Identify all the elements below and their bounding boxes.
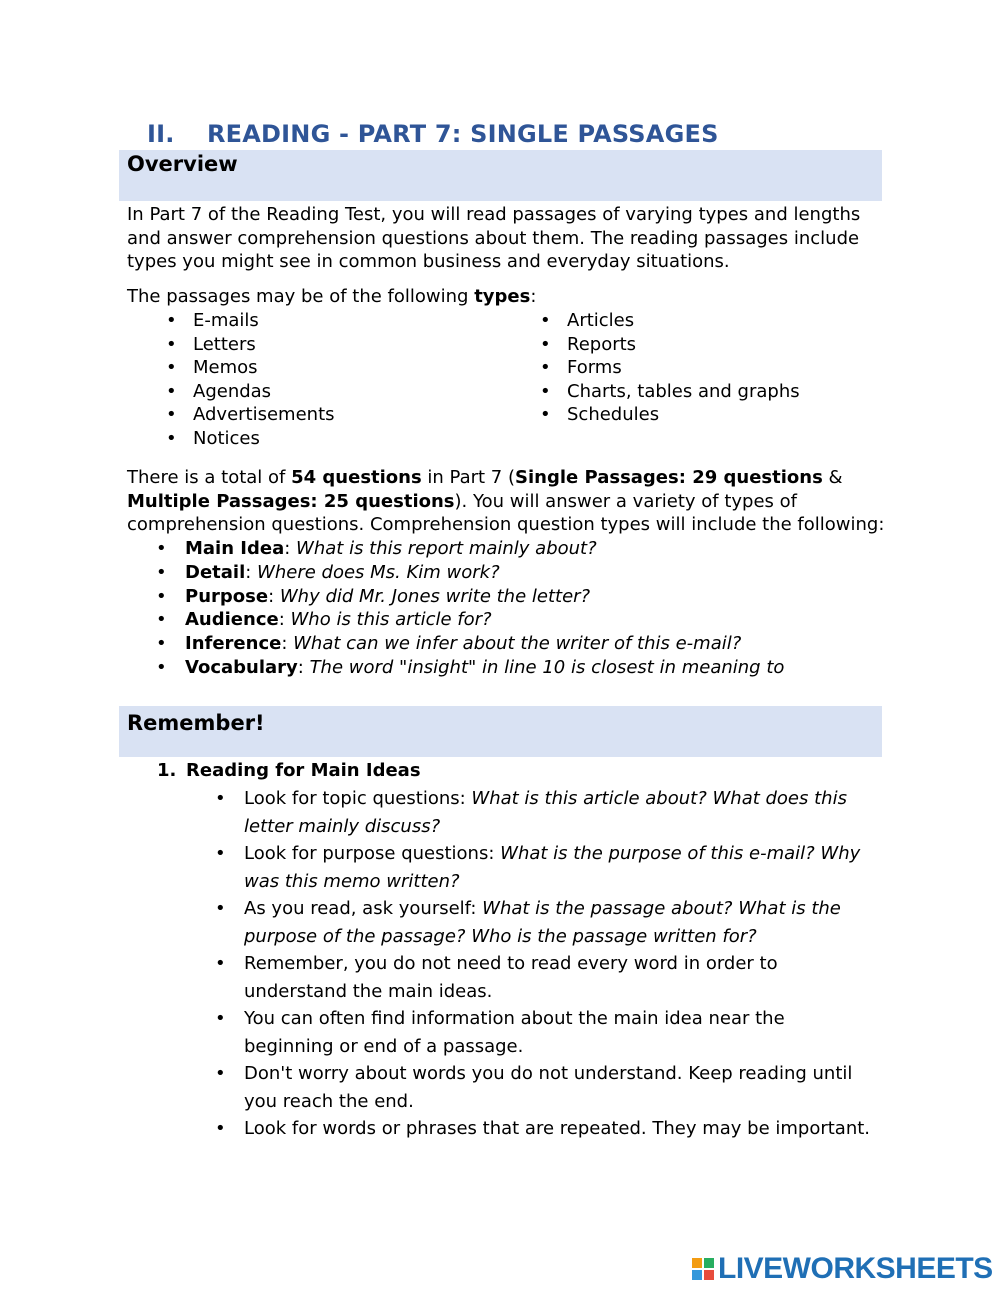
list-item: • Schedules: [540, 403, 800, 427]
question-type-example: Where does Ms. Kim work?: [257, 561, 500, 583]
section-number: 1.: [157, 760, 177, 781]
question-type-example: Who is this article for?: [290, 609, 492, 631]
list-item: • Agendas: [166, 380, 335, 404]
section-heading: [157, 759, 421, 783]
question-type-item: • Inference: What can we infer about the writer of this e-mail?: [156, 632, 784, 656]
total-bold-1: 54 questions: [291, 467, 422, 488]
logo-text: LIVEWORKSHEETS: [718, 1252, 993, 1285]
question-type-item: • Purpose: Why did Mr. Jones write the letter?: [156, 585, 784, 609]
question-type-label: Vocabulary: [185, 656, 298, 678]
total-text-1: There is a total of: [127, 467, 292, 488]
types-lead-text: The passages may be of the following: [127, 286, 475, 307]
question-type-label: Audience: [185, 609, 279, 631]
list-item: • Charts, tables and graphs: [540, 380, 800, 404]
tip-example: What is the purpose of this e-mail? Why was this memo written?: [244, 843, 861, 892]
total-text-2: in Part 7 (: [421, 467, 516, 488]
list-item: • Advertisements: [166, 403, 335, 427]
question-type-label: Purpose: [185, 585, 269, 607]
tip-example: What is this article about? What does this letter mainly discuss?: [244, 788, 847, 837]
overview-band: [119, 150, 882, 201]
tip-item: [215, 950, 875, 1005]
question-type-label: Inference: [185, 633, 282, 655]
tip-item: [215, 840, 875, 895]
liveworksheets-logo[interactable]: [692, 1252, 993, 1286]
list-item: • Letters: [166, 333, 335, 357]
tip-text: Remember, you do not need to read every word in order to understand the main ideas.: [244, 953, 778, 1002]
overview-title: Overview: [127, 152, 238, 176]
list-item: • Memos: [166, 356, 335, 380]
question-type-item: • Vocabulary: The word "insight" in line 10 is closest in meaning to: [156, 656, 784, 680]
tip-text: Look for words or phrases that are repeated. They may be important.: [244, 1118, 871, 1139]
question-type-label: Detail: [185, 561, 246, 583]
question-type-item: • Detail: Where does Ms. Kim work?: [156, 561, 784, 585]
total-questions-paragraph: [127, 466, 887, 537]
question-type-label: Main Idea: [185, 538, 285, 559]
tip-item: [215, 1115, 875, 1143]
question-type-item: • Audience: Who is this article for?: [156, 608, 784, 632]
total-bold-3: Multiple Passages: 25 questions: [127, 490, 455, 512]
remember-band: [119, 706, 882, 757]
tip-text: Look for purpose questions:: [244, 843, 501, 864]
tip-text: As you read, ask yourself:: [244, 898, 483, 919]
question-types-list: [156, 537, 784, 680]
tip-text: You can often find information about the main idea near the beginning or end of a passage.: [244, 1008, 785, 1057]
intro-paragraph: In Part 7 of the Reading Test, you will read passages of varying types and lengths and answer comprehension questions about them. The reading passages include types you might see in common business and everyday situations.: [127, 204, 861, 272]
list-item: • Notices: [166, 427, 335, 451]
tip-item: [215, 895, 875, 950]
tip-text: Don't worry about words you do not understand. Keep reading until you reach the end.: [244, 1063, 853, 1112]
question-type-example: The word "insight" in line 10 is closest in meaning to: [309, 656, 785, 678]
remember-title: Remember!: [127, 711, 265, 735]
tip-example: What is the passage about? What is the purpose of the passage? Who is the passage written for?: [244, 898, 841, 947]
tip-item: [215, 1005, 875, 1060]
list-item: • Forms: [540, 356, 800, 380]
tip-text: Look for topic questions:: [244, 788, 472, 809]
section-title: Reading for Main Ideas: [186, 760, 421, 781]
types-word: types: [474, 286, 531, 307]
tip-item: [215, 785, 875, 840]
question-type-example: What can we infer about the writer of this e-mail?: [293, 633, 742, 655]
heading-title: READING - PART 7: SINGLE PASSAGES: [207, 120, 719, 148]
types-lead: [127, 285, 887, 309]
types-colon: :: [530, 286, 537, 307]
question-type-item: • Main Idea: What is this report mainly about?: [156, 537, 784, 561]
tip-item: [215, 1060, 875, 1115]
list-item: • Articles: [540, 309, 800, 333]
page-heading: [147, 120, 719, 148]
list-item: • Reports: [540, 333, 800, 357]
question-type-example: Why did Mr. Jones write the letter?: [279, 585, 591, 607]
question-type-example: What is this report mainly about?: [296, 538, 597, 559]
total-text-3: &: [822, 467, 843, 488]
logo-grid-icon: [692, 1258, 714, 1280]
total-bold-2: Single Passages: 29 questions: [515, 467, 823, 488]
total-text-4: ). You will answer a variety of types of comprehension questions. Comprehension question types will include the following:: [127, 490, 885, 535]
tips-list: [215, 785, 875, 1143]
types-list-left: [166, 309, 335, 450]
types-list-right: [540, 309, 800, 427]
list-item: • E-mails: [166, 309, 335, 333]
heading-number: II.: [147, 120, 175, 148]
